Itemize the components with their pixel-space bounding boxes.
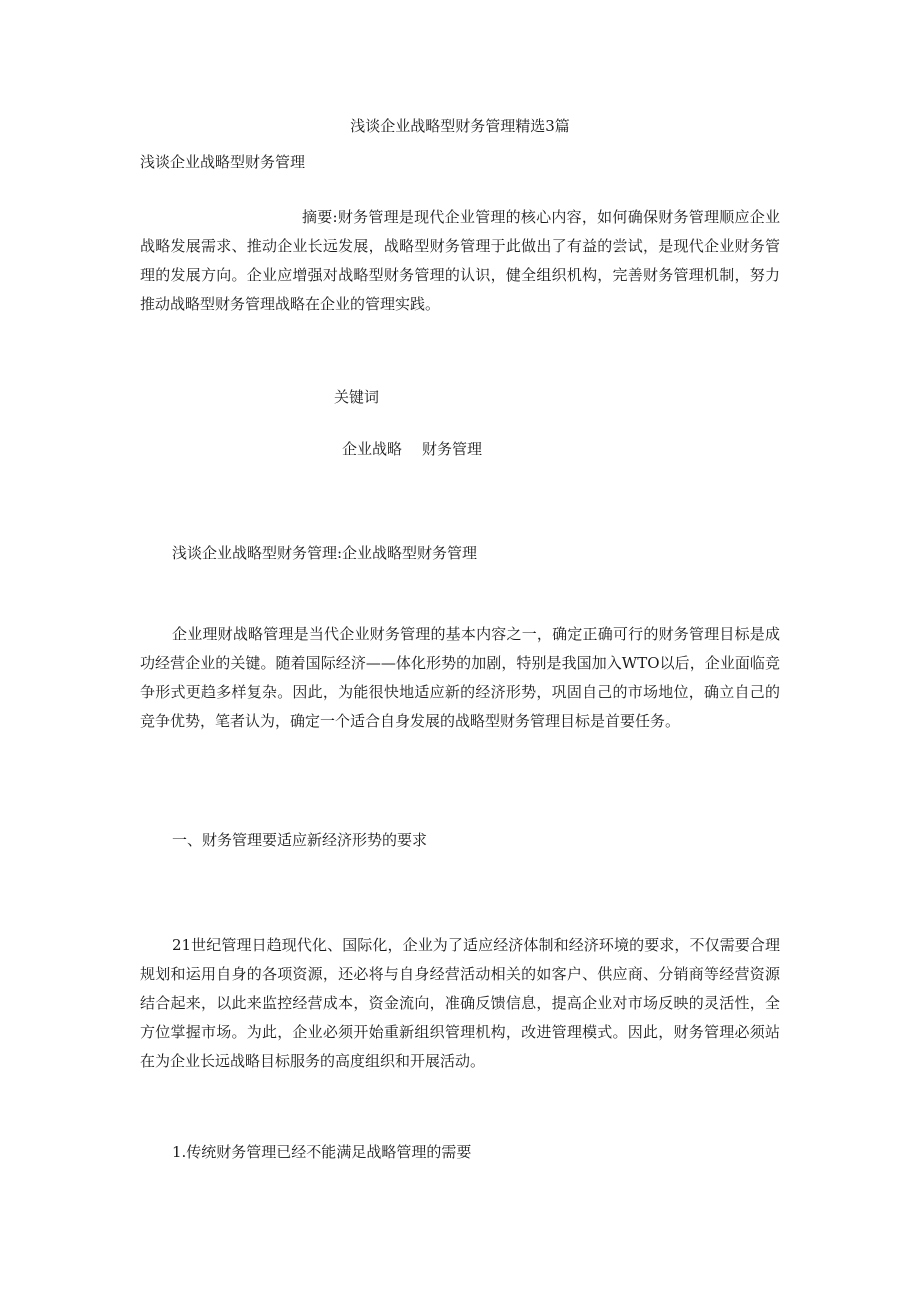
- paragraph-2: [140, 931, 780, 1076]
- keyword-item: 企业战略: [342, 440, 403, 458]
- keywords-list: [342, 439, 482, 459]
- heading-2: 1.传统财务管理已经不能满足战略管理的需要: [172, 1143, 472, 1161]
- document-title: 浅谈企业战略型财务管理精选3篇: [350, 117, 570, 135]
- keywords-label: 关键词: [334, 388, 380, 406]
- paragraph-2-text: 21世纪管理日趋现代化、国际化，企业为了适应经济体制和经济环境的要求，不仅需要合理规划和运用自身的各项资源，还必将与自身经营活动相关的如客户、供应商、分销商等经营资源结合起来，以此来监控经营成本，资金流向，准确反馈信息，提高企业对市场反映的灵活性，全方位掌握市场。为此，企业必须开始重新组织管理机构，改进管理模式。因此，财务管理必须站在为企业长远战略目标服务的高度组织和开展活动。: [140, 936, 780, 1070]
- abstract-text: 财务管理是现代企业管理的核心内容，如何确保财务管理顺应企业战略发展需求、推动企业长远发展，战略型财务管理于此做出了有益的尝试，是现代企业财务管理的发展方向。企业应增强对战略型财务管理的认识，健全组织机构，完善财务管理机制，努力推动战略型财务管理战略在企业的管理实践。: [140, 208, 780, 313]
- abstract-label: 摘要:: [302, 208, 338, 226]
- paragraph-1-text: 企业理财战略管理是当代企业财务管理的基本内容之一，确定正确可行的财务管理目标是成功经营企业的关键。随着国际经济——体化形势的加剧，特别是我国加入WTO以后，企业面临竞争形式更趋多样复杂。因此，为能很快地适应新的经济形势，巩固自己的市场地位，确立自己的竞争优势，笔者认为，确定一个适合自身发展的战略型财务管理目标是首要任务。: [140, 625, 780, 730]
- heading-1: 一、财务管理要适应新经济形势的要求: [172, 831, 428, 849]
- abstract-block: [140, 203, 780, 319]
- document-subtitle: 浅谈企业战略型财务管理: [140, 153, 306, 171]
- section-heading: 浅谈企业战略型财务管理:企业战略型财务管理: [172, 544, 478, 562]
- paragraph-1: [140, 620, 780, 736]
- keyword-item: 财务管理: [422, 440, 483, 458]
